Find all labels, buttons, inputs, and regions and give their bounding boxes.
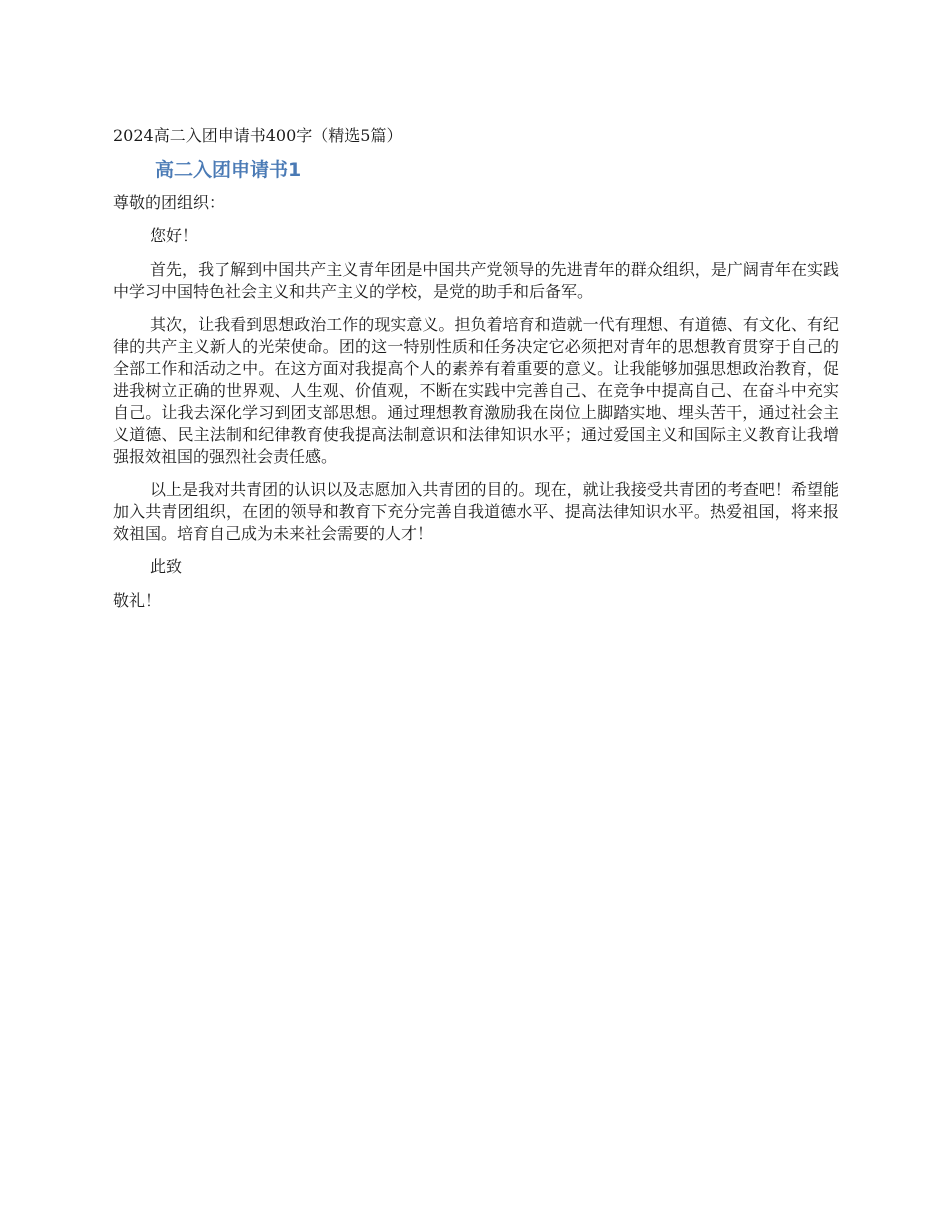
- greeting: 您好！: [150, 226, 199, 245]
- paragraph-2: 其次，让我看到思想政治工作的现实意义。担负着培育和造就一代有理想、有道德、有文化、有纪律的共产主义新人的光荣使命。团的这一特别性质和任务决定它必须把对青年的思想教育贯穿于自己的全部工作和活动之中。在这方面对我提高个人的素养有着重要的意义。让我能够加强思想政治教育，促进我树立正确的世界观、人生观、价值观，不断在实践中完善自己、在竞争中提高自己、在奋斗中充实自己。让我去深化学习到团支部思想。通过理想教育激励我在岗位上脚踏实地、埋头苦干，通过社会主义道德、民主法制和纪律教育使我提高法制意识和法律知识水平；通过爱国主义和国际主义教育让我增强报效祖国的强烈社会责任感。: [113, 315, 839, 466]
- regards: 敬礼！: [113, 591, 162, 610]
- section-heading: 高二入团申请书1: [155, 159, 302, 181]
- paragraph-1: 首先，我了解到中国共产主义青年团是中国共产党领导的先进青年的群众组织，是广阔青年在实践中学习中国特色社会主义和共产主义的学校，是党的助手和后备军。: [113, 260, 839, 301]
- salutation: 尊敬的团组织：: [113, 193, 226, 212]
- closing: 此致: [150, 557, 183, 576]
- document-title: 2024高二入团申请书400字（精选5篇）: [113, 126, 403, 145]
- paragraph-3: 以上是我对共青团的认识以及志愿加入共青团的目的。现在，就让我接受共青团的考查吧！希望能加入共青团组织，在团的领导和教育下充分完善自我道德水平、提高法律知识水平。热爱祖国，将来报效祖国。培育自己成为未来社会需要的人才！: [113, 480, 839, 543]
- document-body: [113, 124, 839, 623]
